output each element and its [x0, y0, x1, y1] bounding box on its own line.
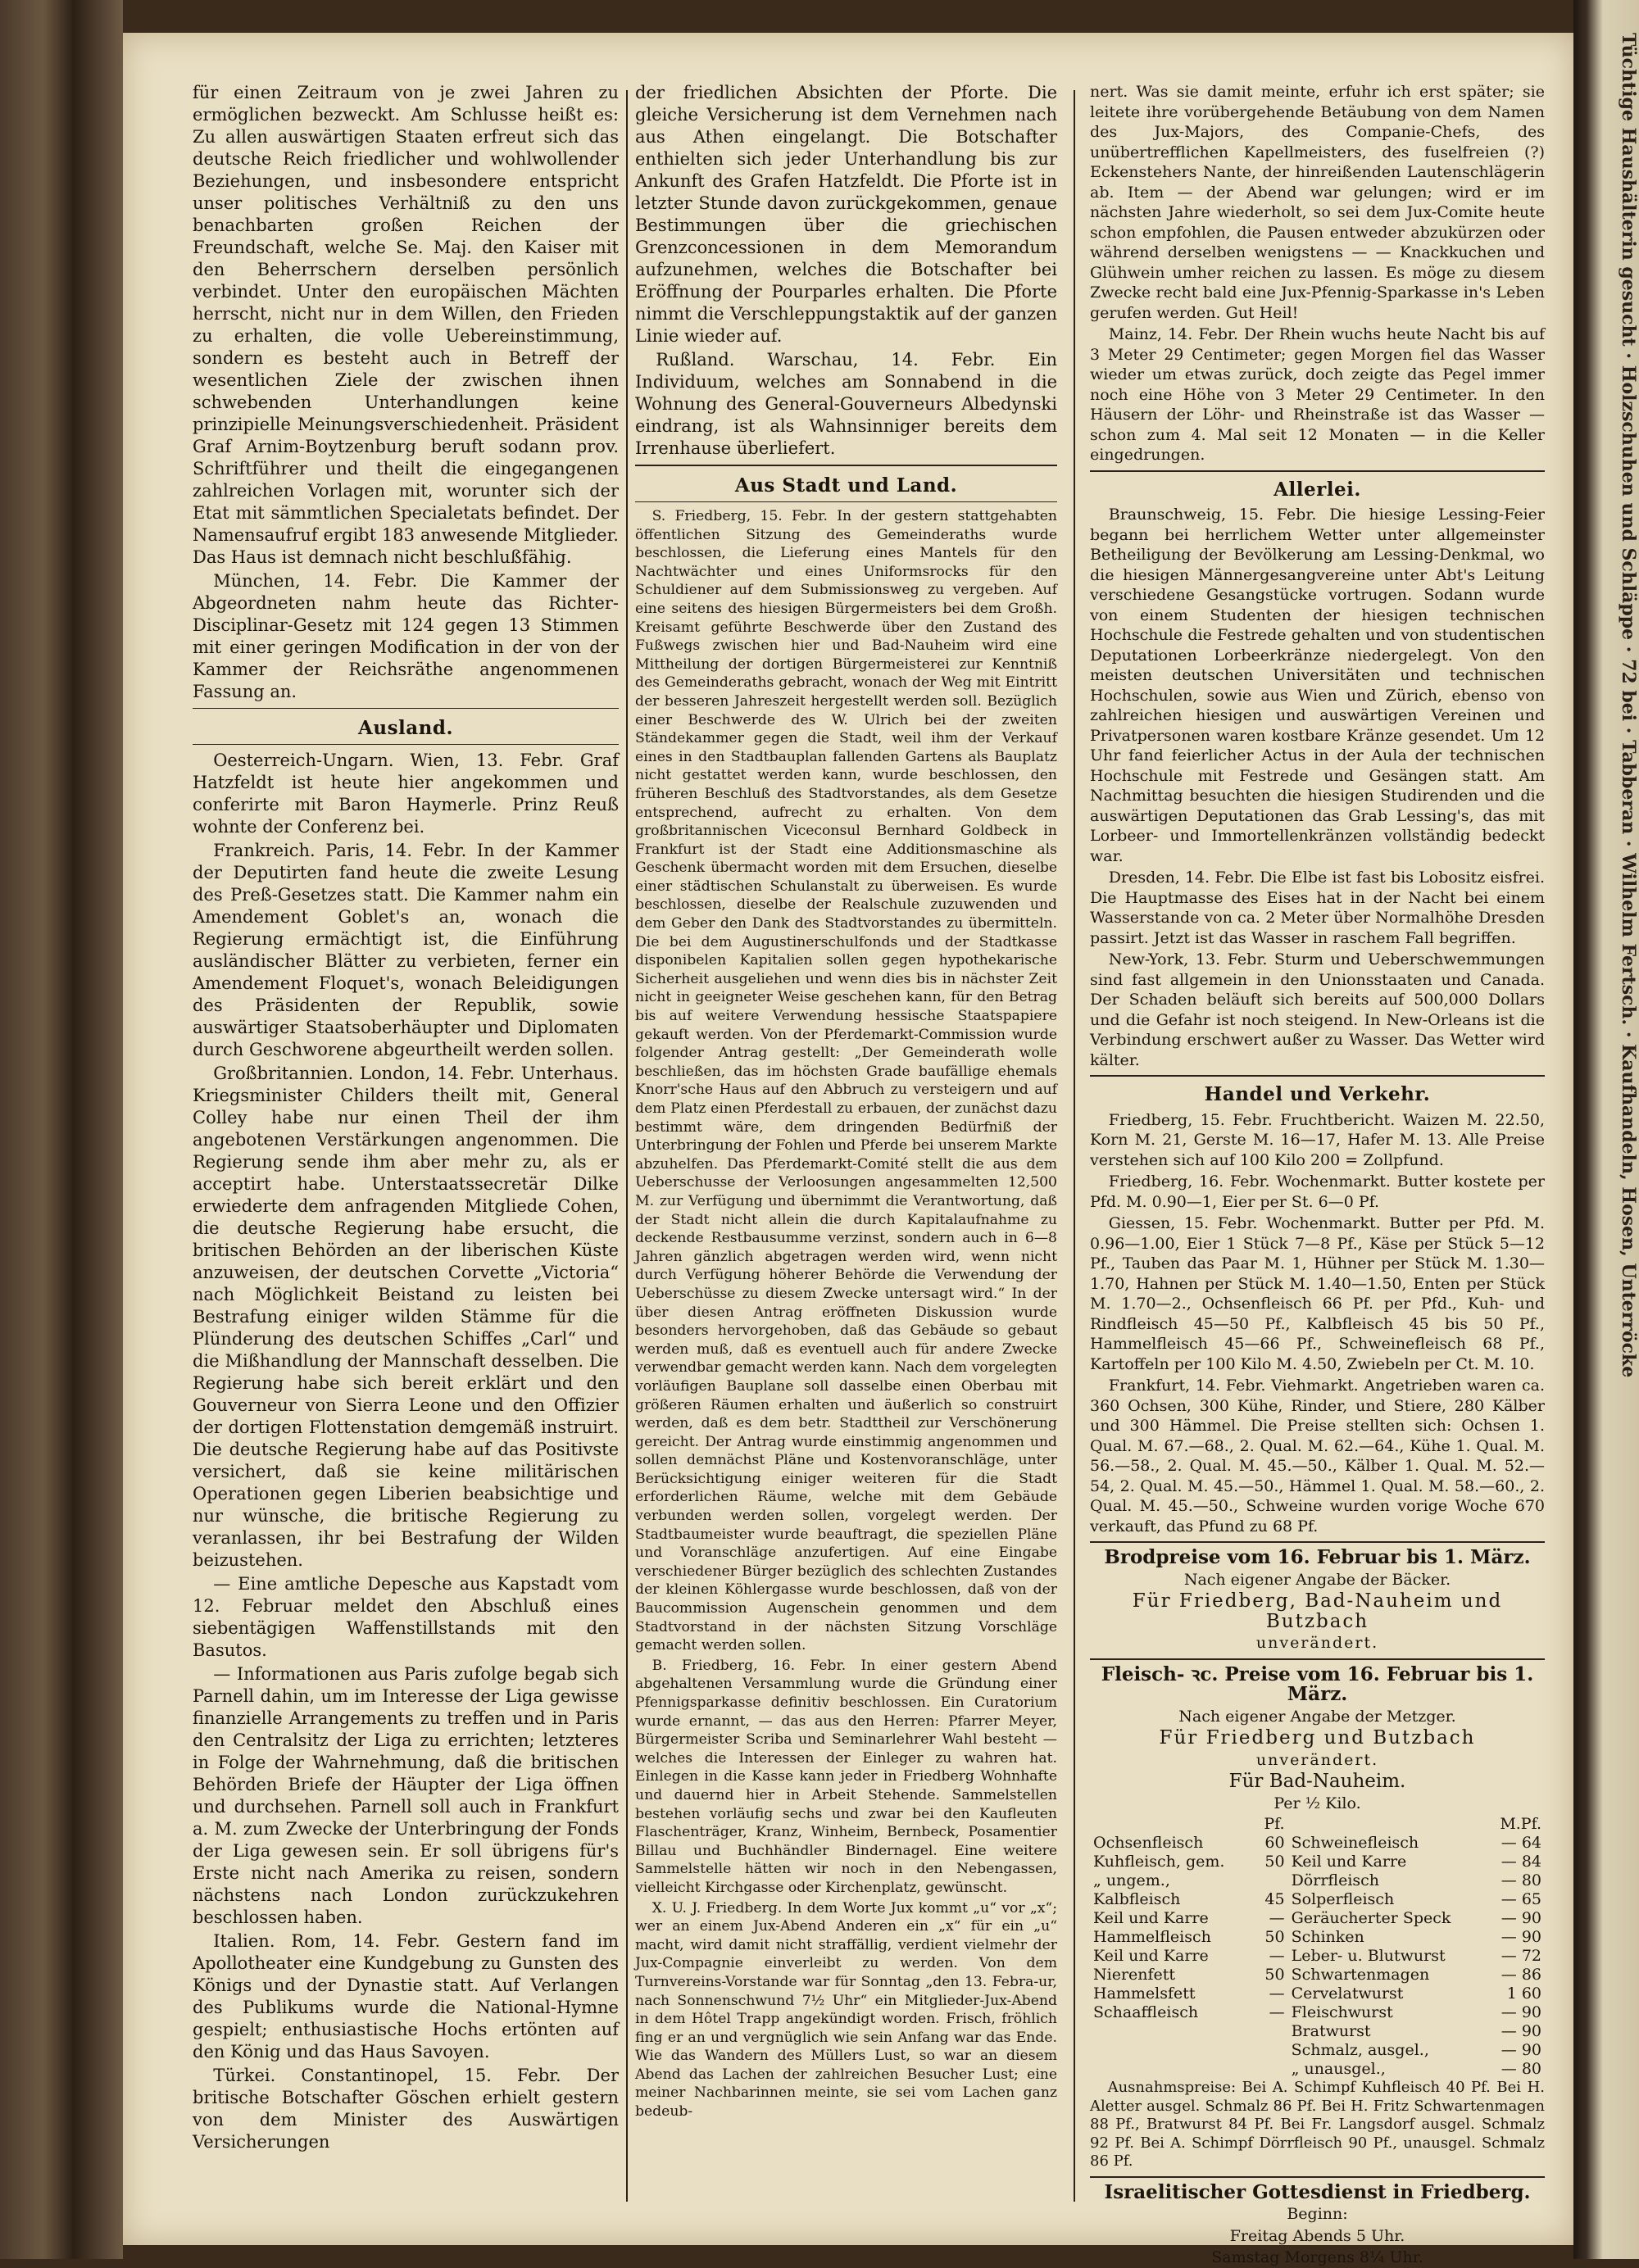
divider — [1090, 2176, 1545, 2178]
item-name: Kalbfleisch — [1093, 1890, 1181, 1908]
adjacent-page-edge — [1573, 0, 1639, 2259]
ad-text: 72 bei — [1618, 659, 1639, 722]
price-value: 1 60 — [1506, 1984, 1541, 2003]
divider — [1090, 1658, 1545, 1660]
price-value: — 65 — [1501, 1890, 1541, 1908]
article-paragraph: Oesterreich-Ungarn. Wien, 13. Febr. Graf Hatzfeldt ist heute hier angekommen und conferirte mit Baron Haymerle. Prinz Reuß wohnte der Conferenz bei. — [193, 751, 619, 837]
column-divider — [626, 90, 628, 2202]
meat-price-table — [1090, 1815, 1545, 2079]
article-paragraph: Friedberg, 15. Febr. Fruchtbericht. Waizen M. 22.50, Korn M. 21, Gerste M. 16—17, Hafer M. 13. Alle Preise verstehen sich auf 100 Kilo 200 = Zollpfund. — [1090, 1110, 1545, 1169]
section-heading-stadt-und-land: Aus Stadt und Land. — [734, 474, 958, 497]
item-name: Schwartenmagen — [1291, 1966, 1430, 1984]
meat-price-row — [1090, 1853, 1545, 1871]
price-value: — 90 — [1501, 2003, 1541, 2021]
col-header-mpf: M.Pf. — [1500, 1815, 1541, 1833]
service-title: Israelitischer Gottesdienst in Friedberg. — [1104, 2180, 1531, 2203]
meat-price-row — [1090, 2022, 1545, 2041]
price-value: 50 — [1264, 1966, 1285, 1984]
meat-price-row — [1090, 1966, 1545, 1984]
divider — [193, 708, 619, 709]
price-value: 45 — [1264, 1890, 1285, 1908]
item-name — [1090, 2022, 1255, 2041]
item-name: Schaaffleisch — [1093, 2003, 1199, 2021]
item-name: Geräucherter Speck — [1291, 1909, 1451, 1927]
article-paragraph: — Informationen aus Paris zufolge begab sich Parnell dahin, um im Interesse der Liga gewisse finanzielle Arrangements zu treffen und in Paris den Centralsitz der Liga zu errichten; letzteres in Folge der Wahrnehmung, daß die britischen Behörden Briefe der Häupter der Liga öffnen und durchsehen. Parnell soll auch in Frankfurt a. M. zum Zwecke der Unterbringung der Fonds der Liga gewesen sein. Er soll übrigens für's Erste nicht nach Amerika zu reisen, sondern nächstens nach London zurückzukehren beschlossen haben. — [193, 1664, 619, 1927]
meat-price-row — [1090, 2041, 1545, 2060]
item-name: Leber- u. Blutwurst — [1291, 1947, 1446, 1965]
item-name: Schinken — [1291, 1928, 1364, 1946]
price-value: — 80 — [1501, 1871, 1541, 1889]
ad-text: Tüchtige Haushälterin gesucht — [1618, 33, 1639, 347]
item-name: Fleischwurst — [1291, 2003, 1393, 2021]
section-heading-ausland: Ausland. — [358, 717, 453, 739]
article-paragraph: New-York, 13. Febr. Sturm und Ueberschwemmungen sind fast allgemein in den Unionsstaaten und Canada. Der Schaden beläuft sich bereits auf 500,000 Dollars und die Gefahr ist noch steigend. In New-Orleans ist die Verbindung erschwert außer zu Wasser. Das Wetter wird kälter. — [1090, 950, 1545, 1069]
item-name: Ochsenfleisch — [1093, 1834, 1204, 1852]
item-name: Keil und Karre — [1291, 1853, 1407, 1871]
article-paragraph: Großbritannien. London, 14. Febr. Unterhaus. Kriegsminister Childers theilt mit, General Colley habe nur einen Theil der ihm angebotenen Verstärkungen angenommen. Die Regierung sende ihm aber mehr zu, als er acceptirt habe. Unterstaatssecretär Dilke erwiederte dem anfragenden Mitgliede Cohen, die deutsche Regierung habe ersucht, die britischen Behörden an der liberischen Küste anzuweisen, der deutschen Corvette „Victoria“ nach Möglichkeit Beistand zu leisten bei Bestrafung einiger wilden Stämme für die Plünderung des deutschen Schiffes „Carl“ und die Mißhandlung der Mannschaft desselben. Die Regierung habe sich bereit erklärt und den Gouverneur von Sierra Leone und den Offizier der dortigen Flottenstation demgemäß instruirt. Die deutsche Regierung habe auf das Positivste versichert, daß sie keine militärischen Operationen gegen Liberien beabsichtige und nur wünsche, die britische Regierung zu veranlassen, ihr bei Bestrafung der Wilden beizustehen. — [193, 1064, 619, 1570]
meat-price-row — [1090, 2003, 1545, 2022]
meat-price-row — [1090, 2060, 1545, 2079]
item-name: Nierenfett — [1093, 1966, 1176, 1984]
meat-price-row — [1090, 1928, 1545, 1947]
article-paragraph: Friedberg, 16. Febr. Wochenmarkt. Butter kostete per Pfd. M. 0.90—1, Eier per St. 6—0 Pf. — [1090, 1173, 1545, 1211]
price-value — [1255, 2041, 1288, 2060]
divider — [635, 465, 1057, 466]
meat-prices-source: Nach eigener Angabe der Metzger. — [1178, 1707, 1456, 1726]
item-name: Dörrfleisch — [1291, 1871, 1380, 1889]
bread-prices-towns: Für Friedberg, Bad-Nauheim und Butzbach — [1132, 1590, 1503, 1632]
article-paragraph: Braunschweig, 15. Febr. Die hiesige Lessing-Feier begann bei herrlichem Wetter unter allgemeinster Betheiligung der Bevölkerung am Lessing-Denkmal, wo die hiesigen Männergesangvereine unter Abt's Leitung verschiedene Gesangstücke vortrugen. Sodann wurde von einem Studenten der hiesigen technischen Hochschule die Festrede gehalten und von studentischen Deputationen Lorbeerkränze niedergelegt. Von den meisten deutschen Universitäten und technischen Hochschulen, sowie aus Wien und Zürich, ebenso von zahlreichen hiesigen und auswärtigen Vereinen und Privatpersonen waren kostbare Kränze gesendet. Um 12 Uhr fand feierlicher Actus in der Aula der technischen Hochschule mit Festrede und Gesängen statt. Am Nachmittag besuchten die hiesigen Studirenden und die auswärtigen Deputationen das Grab Lessing's, das mit Lorbeer- und Immortellenkränzen vollständig bedeckt war. — [1090, 506, 1545, 865]
price-value: — — [1269, 1909, 1285, 1927]
section-heading-handel: Handel und Verkehr. — [1204, 1083, 1431, 1105]
item-name: Hammelfleisch — [1093, 1928, 1211, 1946]
meat-prices-towns: Für Friedberg und Butzbach — [1159, 1727, 1476, 1749]
ad-text: Tabberan — [1618, 740, 1639, 835]
section-heading-allerlei: Allerlei. — [1274, 478, 1361, 501]
price-value — [1255, 2060, 1288, 2079]
article-paragraph: Frankreich. Paris, 14. Febr. In der Kammer der Deputirten fand heute die zweite Lesung des Preß-Gesetzes statt. Die Kammer nahm ein Amendement Goblet's an, wonach die Regierung ermächtigt ist, die Einführung ausländischer Blätter zu verbieten, ferner ein Amendement Floquet's, wonach Beleidigungen des Präsidenten der Republik, sowie auswärtiger Staatsoberhäupter und Diplomaten durch Geschworene abgeurtheilt werden sollen. — [193, 841, 619, 1059]
item-name: Keil und Karre — [1093, 1909, 1209, 1927]
price-value: — 86 — [1501, 1966, 1541, 1984]
bread-prices-title: Brodpreise vom 16. Februar bis 1. März. — [1104, 1546, 1531, 1568]
price-value: — 90 — [1501, 2022, 1541, 2040]
meat-price-row — [1090, 1947, 1545, 1966]
item-name: Bratwurst — [1291, 2022, 1371, 2040]
article-paragraph: Italien. Rom, 14. Febr. Gestern fand im Apollotheater eine Kundgebung zu Gunsten des Königs und der Dynastie statt. Auf Verlangen des Publikums wurde die National-Hymne gespielt; enthusiastische Hochs ertönten auf den König und das Haus Savoyen. — [193, 1931, 619, 2062]
meat-prices-status: unverändert. — [1255, 1750, 1379, 1769]
meat-prices-unit: Per ½ Kilo. — [1274, 1794, 1361, 1812]
book-binding-left — [0, 0, 123, 2259]
price-value: — 90 — [1501, 1928, 1541, 1946]
item-name — [1090, 2041, 1255, 2060]
price-value: 50 — [1264, 1928, 1285, 1946]
divider — [635, 501, 1057, 502]
item-name: „ unausgel., — [1291, 2060, 1386, 2078]
ad-text: Holzschuhen und Schläppe — [1618, 365, 1639, 641]
service-friday: Freitag Abends 5 Uhr. — [1229, 2226, 1405, 2245]
divider — [1090, 1541, 1545, 1543]
price-value: — 90 — [1501, 1909, 1541, 1927]
exception-prices: Ausnahmspreise: Bei A. Schimpf Kuhfleisch 40 Pf. Bei H. Aletter ausgel. Schmalz 86 Pf. Bei H. Fritz Schwartenmagen 88 Pf., Bratwurst 84 Pf. Bei Fr. Langsdorf ausgel. Schmalz 92 Pf. Bei A. Schimpf Dörrfleisch 90 Pf., unausgel. Schmalz 86 Pf. — [1090, 2079, 1545, 2170]
article-paragraph: Türkei. Constantinopel, 15. Febr. Der britische Botschafter Göschen erhielt gestern von dem Minister des Auswärtigen Versicherungen — [193, 2066, 619, 2152]
item-name: Schweinefleisch — [1291, 1834, 1419, 1852]
service-begin-label: Beginn: — [1287, 2205, 1348, 2223]
price-value: — 64 — [1501, 1834, 1541, 1852]
bread-prices-source: Nach eigener Angabe der Bäcker. — [1183, 1570, 1451, 1589]
article-paragraph: Giessen, 15. Febr. Wochenmarkt. Butter per Pfd. M. 0.96—1.00, Eier 1 Stück 7—8 Pf., Käse per Stück 5—12 Pf., Tauben das Paar M. 1, Hühner per Stück M. 1.30—1.70, Hahnen per Stück M. 1.40—1.50, Enten per Stück M. 1.70—2., Ochsenfleisch 66 Pf. per Pfd., Kuh- und Rindfleisch 45—50 Pf., Kalbfleisch 45 bis 50 Pf., Hammelfleisch 45—66 Pf., Schweinefleisch 68 Pf., Kartoffeln per 100 Kilo M. 4.50, Zwiebeln per Ct. M. 10. — [1090, 1214, 1545, 1373]
service-saturday: Samstag Morgens 8¼ Uhr. — [1211, 2248, 1423, 2266]
article-paragraph: der friedlichen Absichten der Pforte. Die gleiche Versicherung ist dem Vernehmen nach aus Athen eingelangt. Die Botschafter enthielten sich jeder Unterhandlung bis zur Ankunft des Grafen Hatzfeldt. Die Pforte ist in letzter Stunde davon zurückgekommen, genaue Bestimmungen über die griechischen Grenzconcessionen in dem Memorandum aufzunehmen, welches die Botschafter bei Eröffnung der Pourparles erhalten. Die Pforte nimmt die Verschleppungstaktik auf der ganzen Linie wieder auf. — [635, 83, 1057, 346]
article-paragraph: Rußland. Warschau, 14. Febr. Ein Individuum, welches am Sonnabend in die Wohnung des General-Gouverneurs Albedynski eindrang, ist als Wahnsinniger bereits dem Irrenhause überliefert. — [635, 350, 1057, 458]
column-1 — [193, 82, 619, 2210]
meat-prices-nauheim: Für Bad-Nauheim. — [1228, 1771, 1406, 1792]
ad-text: Kaufhandeln, Hosen, Unterröcke — [1618, 1044, 1639, 1378]
price-value: — 90 — [1501, 2041, 1541, 2059]
item-name: „ ungem., — [1093, 1871, 1170, 1889]
col-header-pf: Pf. — [1264, 1815, 1285, 1833]
article-paragraph: Mainz, 14. Febr. Der Rhein wuchs heute Nacht bis auf 3 Meter 29 Centimeter; gegen Morgen fiel das Wasser wieder um etwas zurück, doch zeigte das Pegel immer noch eine Höhe von 3 Meter 29 Centimeter. In den Häusern der Löhr- und Rheinstraße ist das Wasser — schon zum 4. Mal seit 12 Monaten — in die Keller eingedrungen. — [1090, 325, 1545, 464]
price-value: — — [1269, 2003, 1285, 2021]
bread-prices-status: unverändert. — [1255, 1634, 1379, 1652]
column-3 — [1090, 82, 1545, 2266]
item-name: Keil und Karre — [1093, 1947, 1209, 1965]
item-name: Solperfleisch — [1291, 1890, 1395, 1908]
meat-prices-title: Fleisch- ꝛc. Preise vom 16. Februar bis 1. März. — [1101, 1662, 1534, 1705]
article-paragraph: Frankfurt, 14. Febr. Viehmarkt. Angetrieben waren ca. 360 Ochsen, 300 Kühe, Rinder, und Stiere, 280 Kälber und 300 Hämmel. Die Preise stellten sich: Ochsen 1. Qual. M. 67.—68., 2. Qual. M. 62.—64., Kühe 1. Qual. M. 56.—58., 2. Qual. M. 45.—50., Kälber 1. Qual. M. 52.—54, 2. Qual. M. 45.—50., Hämmel 1. Qual. M. 58.—60., 2. Qual. M. 45.—50., Schweine wurden vorige Woche 670 verkauft, das Pfund zu 68 Pf. — [1090, 1377, 1545, 1535]
article-paragraph: München, 14. Febr. Die Kammer der Abgeordneten nahm heute das Richter-Disciplinar-Gesetz mit 124 gegen 13 Stimmen mit einer geringen Modification in der von der Kammer der Reichsräthe angenommenen Fassung an. — [193, 571, 619, 701]
article-paragraph: für einen Zeitraum von je zwei Jahren zu ermöglichen bezweckt. Am Schlusse heißt es: Zu allen auswärtigen Staaten erfreut sich das deutsche Reich friedlicher und wohlwollender Beziehungen, und insbesondere entspricht unser politisches Verhältniß zu den uns benachbarten großen Reichen der Freundschaft, welche Se. Maj. den Kaiser mit den Beherrschern derselben persönlich verbindet. Unter den europäischen Mächten herrscht, nicht nur in dem Willen, den Frieden zu erhalten, die volle Uebereinstimmung, sondern es besteht auch in Betreff der wesentlichen Ziele der zwischen ihnen schwebenden Unterhandlungen keine prinzipielle Meinungsverschiedenheit. Präsident Graf Arnim-Boytzenburg beruft sodann prov. Schriftführer und theilt die eingegangenen zahlreichen Vorlagen mit, worunter sich der Etat mit sämmtlichen Specialetats befindet. Der Namensaufruf ergibt 183 anwesende Mitglieder. Das Haus ist demnach nicht beschlußfähig. — [193, 83, 619, 567]
item-name: Kuhfleisch, gem. — [1093, 1853, 1225, 1871]
article-paragraph: nert. Was sie damit meinte, erfuhr ich erst später; sie leitete ihre vorübergehende Betäubung von dem Namen des Jux-Majors, des Companie-Chefs, des unübertrefflichen Kapellmeisters, des fuselfreien (?) Eckenstehers Nante, der hinreißenden Lautenschlägerin ab. Item — der Abend war gelungen; wird er im nächsten Jahre wiederholt, so sei dem Jux-Comite heute schon empfohlen, die Pausen entweder abzukürzen oder während derselben wenigstens — — Knackkuchen und Glühwein umher reichen zu lassen. Es möge zu diesem Zwecke recht bald eine Jux-Pfennig-Sparkasse in's Leben gerufen werden. Gut Heil! — [1090, 83, 1545, 322]
adjacent-page-ads: Tüchtige Haushälterin gesucht · Holzschuhen und Schläppe · 72 bei · Tabberan · Wilhelm Fertsch. · Kaufhandeln, Hosen, Unterröcke — [1618, 33, 1639, 1378]
price-value — [1255, 2022, 1288, 2041]
meat-price-row — [1090, 1834, 1545, 1853]
meat-price-row — [1090, 1984, 1545, 2003]
divider — [193, 744, 619, 745]
price-value: — — [1269, 1984, 1285, 2003]
ad-text: Wilhelm Fertsch. — [1618, 853, 1639, 1026]
item-name — [1090, 2060, 1255, 2079]
price-value: 60 — [1264, 1834, 1285, 1852]
meat-price-row — [1090, 1890, 1545, 1909]
column-2 — [635, 82, 1057, 2210]
price-value: — 84 — [1501, 1853, 1541, 1871]
column-divider — [1074, 90, 1075, 2202]
item-name: Schmalz, ausgel., — [1291, 2041, 1429, 2059]
article-paragraph: Dresden, 14. Febr. Die Elbe ist fast bis Lobositz eisfrei. Die Hauptmasse des Eises hat in der Nacht bei einem Wasserstande von ca. 2 Meter über Normalhöhe Dresden passirt. Jetzt ist das Wasser in raschem Fall begriffen. — [1090, 869, 1545, 947]
divider — [1090, 1075, 1545, 1077]
article-paragraph: S. Friedberg, 15. Febr. In der gestern stattgehabten öffentlichen Sitzung des Gemeinderaths wurde beschlossen, die Lieferung eines Mantels für den Nachtwächter und eines Uniformsrocks für den Schuldiener auf dem Submissionsweg zu vergeben. Auf eine seitens des hiesigen Bürgermeisters bei dem Großh. Kreisamt geführte Beschwerde über den Zustand des Fußwegs zwischen hier und Bad-Nauheim wird eine Mittheilung der dortigen Bürgermeisterei zur Kenntniß des Gemeinderaths gebracht, wonach der Weg mit Eintritt der besseren Jahreszeit hergestellt werden soll. Bezüglich einer Beschwerde des W. Ulrich bei der zweiten Ständekammer gegen die Stadt, weil ihm der Verkauf eines in den Stadtbauplan fallenden Gartens als Bauplatz nicht gestattet werden kann, wurde beschlossen, den früheren Beschluß des Stadtvorstandes, als dem Gesetze entsprechend, aufrecht zu erhalten. Von dem großbritannischen Viceconsul Bernhard Goldbeck in Frankfurt ist der Stadt eine Additionsmaschine als Geschenk übermacht worden mit dem Ersuchen, dieselbe einer städtischen Schulanstalt zu überweisen. Es wurde beschlossen, dieselbe der Realschule zuzuwenden und dem Geber den Dank des Stadtvorstandes zu übermitteln. Die bei dem Augustinerschulfonds und der Stadtkasse disponibelen Kapitalien sollen gegen hypothekarische Sicherheit ausgeliehen und wenn dies bis in nächster Zeit nicht in geeigneter Weise geschehen kann, für den Betrag bis auf weitere Verwendung hessische Staatspapiere gekauft werden. Von der Pferdemarkt-Commission wurde folgender Antrag gestellt: „Der Gemeinderath wolle beschließen, das im höchsten Grade baufällige ehemals Knorr'sche Haus auf den Abbruch zu versteigern und auf dem Platz einen Pferdestall zu erbauen, der zunächst dazu bestimmt wäre, dem dringenden Bedürfniß der Unterbringung der Fohlen und Pferde bei unserem Markte abzuhelfen. Das Pferdemarkt-Comité stellt die aus dem Ueberschusse der Verloosungen angesammelten 12,500 M. zur Verfügung und übernimmt die Verantwortung, daß der Stadt nicht allein die durch Kapitalaufnahme zu deckende Restbausumme verzinst, sondern auch in 6—8 Jahren gänzlich abgetragen werden wird, wenn nicht durch Verfügung höherer Behörde die Verwendung der Ueberschüsse zu diesem Zwecke untersagt wird.“ In der über diesen Antrag eröffneten Diskussion wurde besonders hervorgehoben, daß das Gebäude so gebaut werden muß, daß es eventuell auch für andere Zwecke verwendbar gemacht werden kann. Nach dem vorgelegten vorläufigen Bauplane soll dasselbe einen Oberbau mit größeren Räumen erhalten und äußerlich so construirt werden, daß es dem betr. Stadttheil zur Verschönerung gereicht. Der Antrag wurde einstimmig angenommen und sollen demnächst Pläne und Kostenvoranschläge, unter Berücksichtigung einiger weiteren für die Stadt erforderlichen Räume, welche mit dem Gebäude verbunden werden sollen, vorgelegt werden. Der Stadtbaumeister wurde beauftragt, die speziellen Pläne und Voranschläge anzufertigen. Auf eine Eingabe verschiedener Bürger bezüglich des schlechten Zustandes der kleinen Köhlergasse wurde beschlossen, daß von der Baucommission Augenschein genommen und dem Stadtvorstand in der nächsten Sitzung Vorschläge gemacht werden sollen. — [635, 508, 1057, 1654]
divider — [1090, 470, 1545, 472]
meat-price-row — [1090, 1909, 1545, 1928]
price-value: 50 — [1264, 1853, 1285, 1871]
price-value: — 80 — [1501, 2060, 1541, 2078]
item-name: Hammelsfett — [1093, 1984, 1196, 2003]
article-paragraph: — Eine amtliche Depesche aus Kapstadt vom 12. Februar meldet den Abschluß eines siebentägigen Waffenstillstands mit den Basutos. — [193, 1574, 619, 1660]
meat-price-row — [1090, 1871, 1545, 1890]
price-value: — — [1269, 1947, 1285, 1965]
article-paragraph: X. U. J. Friedberg. In dem Worte Jux kommt „u“ vor „x“; wer an einem Jux-Abend Anderen ein „x“ für ein „u“ macht, wird damit nicht straffällig, verdient vielmehr der Jux-Compagnie einverleibt zu werden. Von dem Turnvereins-Vorstande war für Sonntag „den 13. Febra-ur, nach Sonnenschwund 7½ Uhr“ ein Mitglieder-Jux-Abend in dem Hôtel Trapp angekündigt worden. Frisch, fröhlich fing er an und vergnüglich wie sein Anfang war das Ende. Wie das Wandern des Müllers Lust, so war an diesem Abend das Lachen der zahlreichen Besucher Lust; eine meiner Nachbarinnen meinte, sie sei vom Lachen ganz bedeub- — [635, 1899, 1057, 2121]
article-paragraph: B. Friedberg, 16. Febr. In einer gestern Abend abgehaltenen Versammlung wurde die Gründung einer Pfennigsparkasse definitiv beschlossen. Ein Curatorium wurde ernannt, — das aus den Herren: Pfarrer Meyer, Bürgermeister Scriba und Seminarlehrer Wahl besteht — welches die Interessen der Einleger zu wahren hat. Einlegen in die Kasse kann jeder in Friedberg Wohnhafte und dauernd hier in Arbeit Stehende. Sammelstellen bestehen vorläufig sechs und zwar bei den Kaufleuten Flaschenträger, Kranz, Winheim, Bernbeck, Posamentier Billau und Buchhändler Bindernagel. Eine weitere Sammelstelle hätten wir noch in den Nebengassen, vielleicht Kirchgasse oder Kirchenplatz, gewünscht. — [635, 1657, 1057, 1896]
price-value: — 72 — [1501, 1947, 1541, 1965]
price-value — [1255, 1871, 1288, 1890]
item-name: Cervelatwurst — [1291, 1984, 1404, 2003]
